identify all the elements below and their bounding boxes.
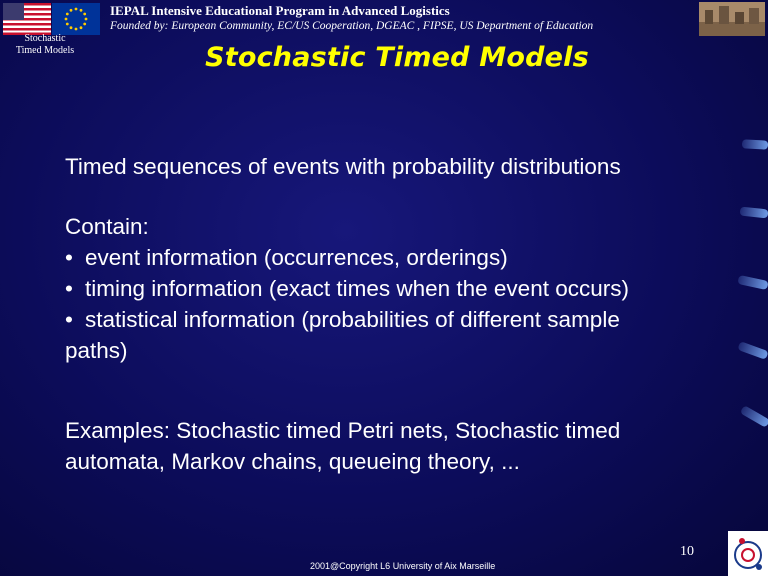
program-founders: Founded by: European Community, EC/US Cooperation, DGEAC , FIPSE, US Department of Education <box>110 20 594 32</box>
university-logo <box>728 531 768 576</box>
examples-block <box>65 415 620 477</box>
examples-line: automata, Markov chains, queueing theory, ... <box>65 449 520 474</box>
program-title: IEPAL Intensive Educational Program in Advanced Logistics <box>110 3 450 18</box>
bullet-item <box>65 304 629 335</box>
side-label-line2: Timed Models <box>15 45 75 56</box>
decorative-streak <box>740 207 768 219</box>
bullet-icon: • <box>65 307 73 332</box>
contain-heading: Contain: <box>65 214 149 239</box>
bullet-text: event information (occurrences, orderings) <box>85 245 508 270</box>
side-label-line1: Stochastic <box>24 33 66 44</box>
decorative-streak <box>737 341 768 360</box>
us-flag-logo <box>3 3 51 35</box>
bullet-text: statistical information (probabilities of different sample <box>85 307 620 332</box>
bullet-continuation: paths) <box>65 338 128 363</box>
copyright-text: 2001@Copyright L6 University of Aix Marseille <box>310 561 496 571</box>
bullet-icon: • <box>65 276 73 301</box>
eu-flag-logo <box>52 3 100 35</box>
decorative-streak <box>742 139 768 149</box>
bullet-item <box>65 242 629 273</box>
contain-block <box>65 211 629 366</box>
decorative-streak <box>737 275 768 290</box>
header-photo <box>699 2 765 36</box>
bullet-item <box>65 273 629 304</box>
examples-line: Examples: Stochastic timed Petri nets, Stochastic timed <box>65 418 621 443</box>
bullet-icon: • <box>65 245 73 270</box>
page-number: 10 <box>680 544 694 559</box>
intro-text: Timed sequences of events with probability distributions <box>65 154 621 179</box>
slide-title: Stochastic Timed Models <box>205 42 589 73</box>
decorative-streak <box>740 405 768 428</box>
bullet-text: timing information (exact times when the event occurs) <box>85 276 629 301</box>
